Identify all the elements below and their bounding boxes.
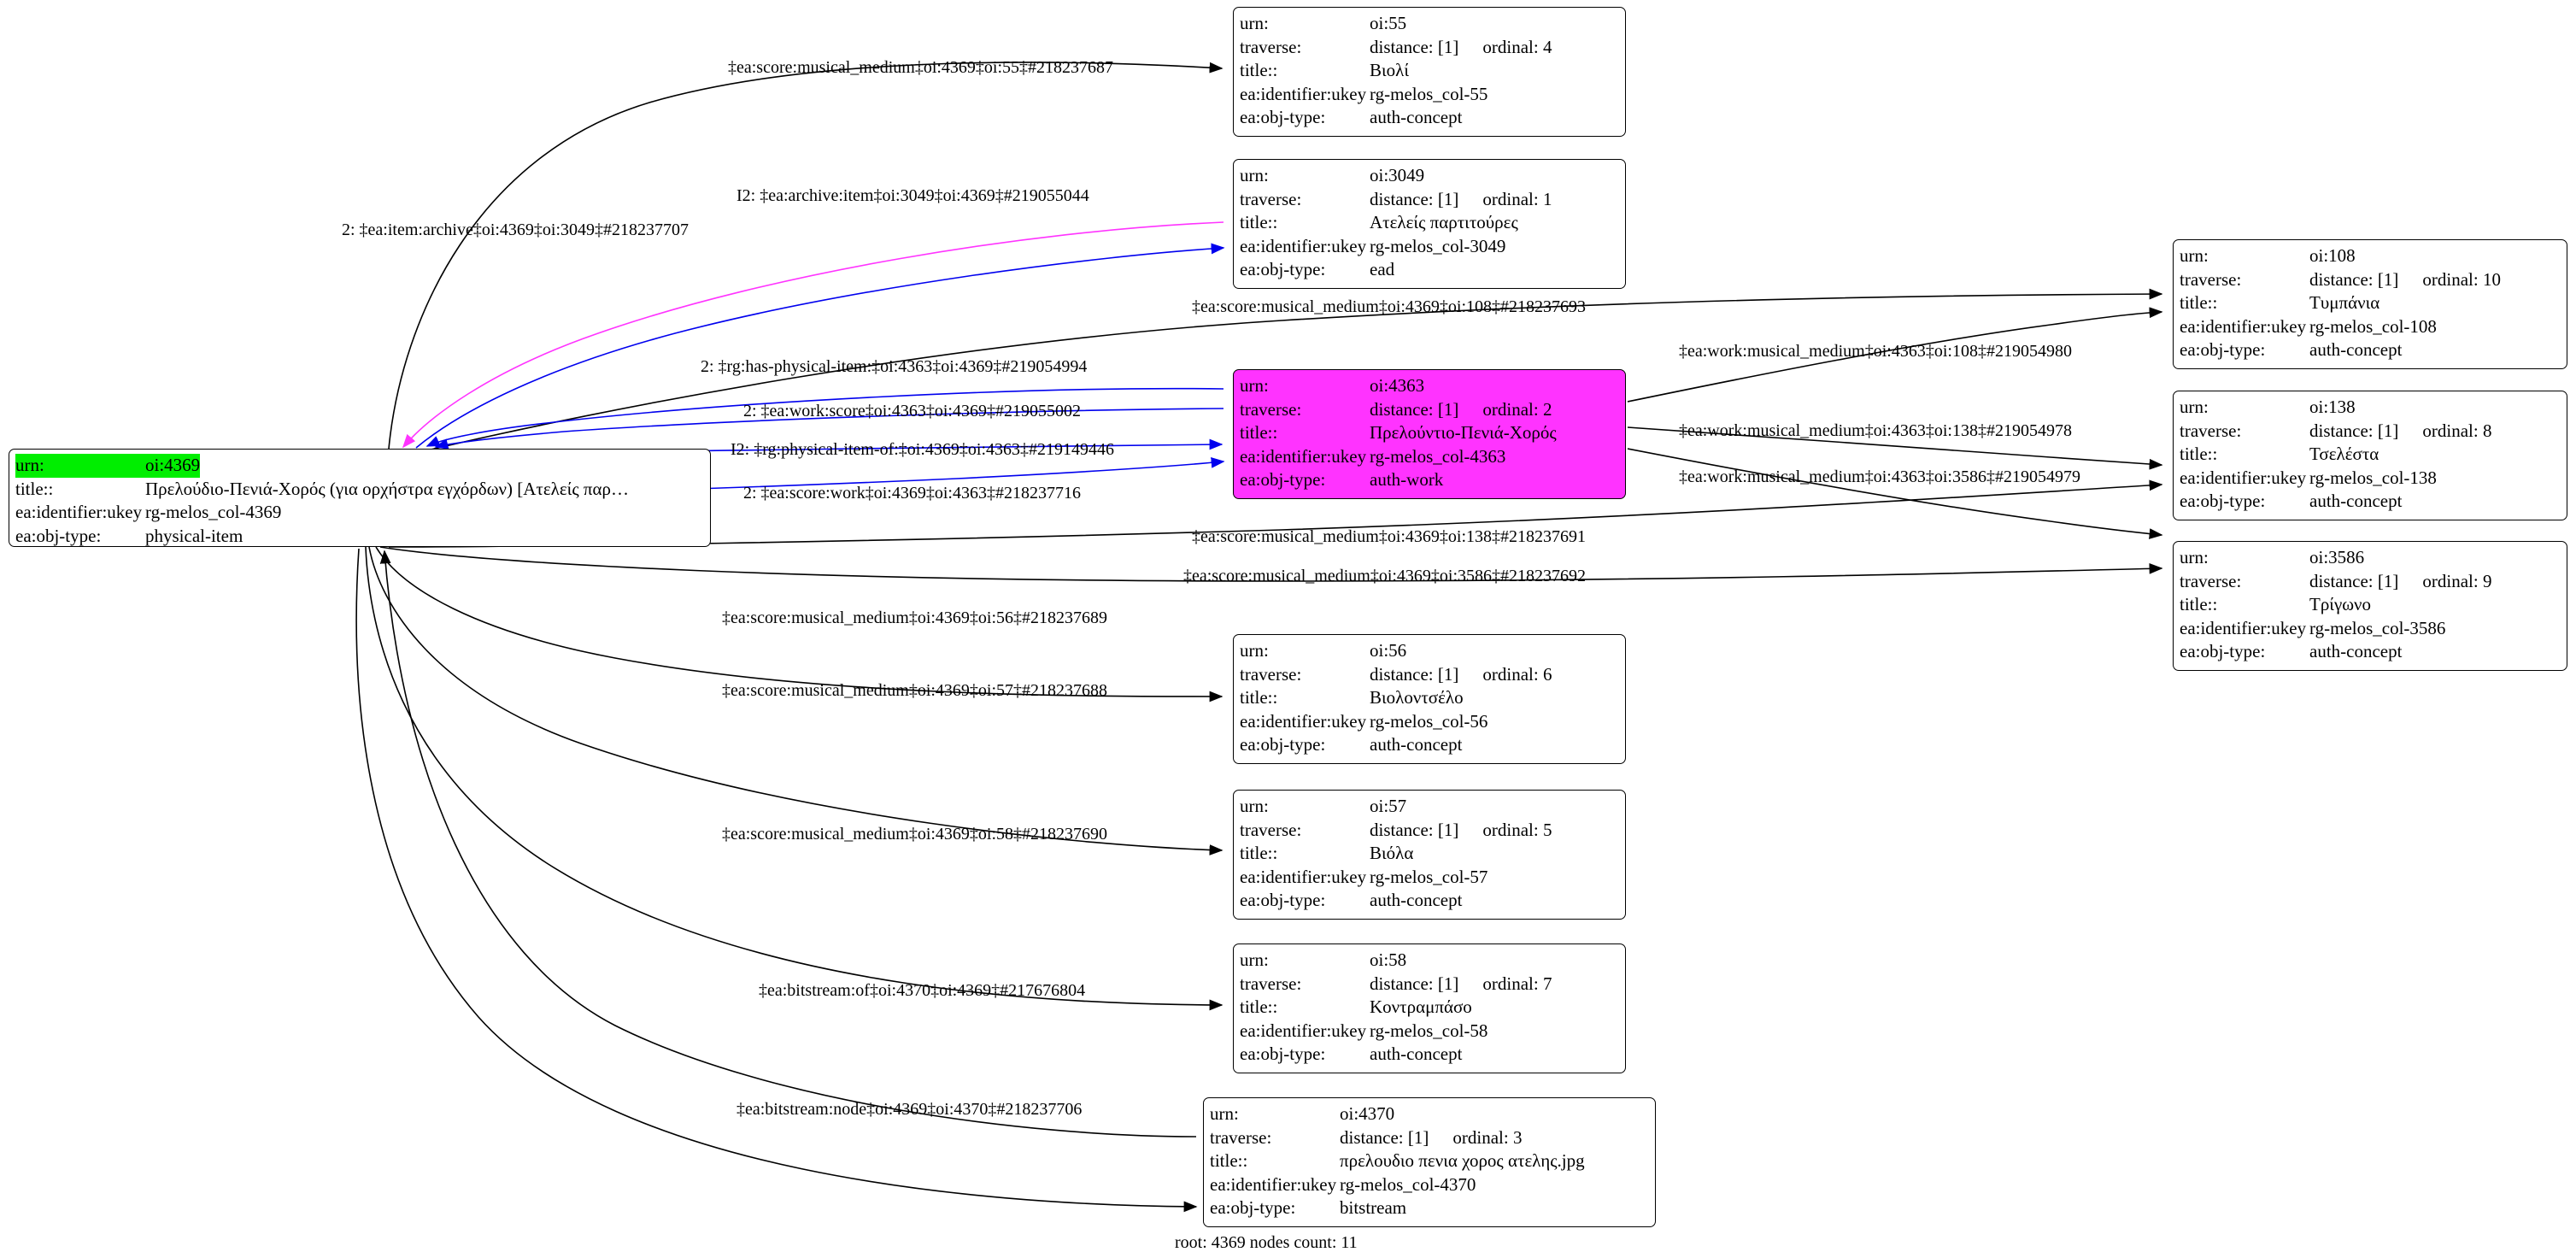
edge-label-ew138: ‡ea:work:musical_medium‡oi:4363‡oi:138‡#219054978	[1679, 421, 2072, 440]
node-field-value: oi:4370	[1340, 1103, 1395, 1124]
node-field-key: ea:identifier:ukey	[1240, 710, 1367, 732]
node-field-value: auth-concept	[1370, 890, 1463, 910]
node-row	[1210, 1149, 1649, 1173]
node-field-key: ea:identifier:ukey	[2180, 467, 2307, 488]
node-field-value: distance: [1]	[1370, 36, 1459, 57]
node-row	[2180, 291, 2561, 315]
node-field-value: distance: [1]	[2309, 420, 2399, 441]
node-field-value: rg-melos_col-138	[2309, 467, 2437, 488]
node-field-value: auth-work	[1370, 469, 1444, 490]
node-field-value: oi:4369	[145, 454, 200, 478]
node-field-value: oi:57	[1370, 796, 1407, 816]
node-field-value-secondary: ordinal: 2	[1482, 398, 1552, 420]
node-field-key: ea:identifier:ukey	[2180, 617, 2307, 638]
edge-label-eb4370b: ‡ea:bitstream:node‡oi:4369‡oi:4370‡#218237706	[736, 1100, 1083, 1119]
node-field-value: Πρελούδιο-Πενιά-Χορός (για ορχήστρα εγχόρδων) [Ατελείς παρ…	[145, 478, 629, 499]
graph-node-n138[interactable]	[2173, 391, 2567, 520]
node-field-value: rg-melos_col-3049	[1370, 235, 1506, 256]
edge-4363-3586	[1628, 449, 2162, 535]
graph-node-n3586[interactable]	[2173, 541, 2567, 671]
graph-node-n4370[interactable]	[1203, 1097, 1656, 1227]
edge-label-es138: ‡ea:score:musical_medium‡oi:4369‡oi:138‡#218237691	[1192, 527, 1587, 546]
node-row	[1210, 1173, 1649, 1197]
node-field-value: distance: [1]	[1370, 188, 1459, 209]
node-field-key: ea:identifier:ukey	[2180, 315, 2307, 337]
edge-label-eb4370a: ‡ea:bitstream:of‡oi:4370‡oi:4369‡#217676804	[759, 981, 1086, 1000]
node-row	[2180, 396, 2561, 420]
node-field-key: title::	[1240, 687, 1278, 708]
node-field-key: urn:	[2180, 397, 2209, 417]
node-field-key: title::	[15, 478, 54, 499]
node-field-value: Ατελείς παρτιτούρες	[1370, 212, 1518, 232]
node-row	[15, 478, 704, 502]
graph-node-n3049[interactable]	[1233, 159, 1626, 289]
node-field-value: oi:58	[1370, 949, 1407, 970]
node-field-key: ea:obj-type:	[2180, 339, 2266, 360]
node-row	[1240, 164, 1619, 188]
node-field-key: title::	[1240, 996, 1278, 1017]
node-row	[1240, 468, 1619, 492]
node-field-key: title::	[1240, 843, 1278, 863]
node-field-key: urn:	[1210, 1103, 1239, 1124]
node-field-value: oi:138	[2309, 397, 2356, 417]
node-field-key: traverse:	[1240, 36, 1302, 57]
node-row	[1240, 710, 1619, 734]
node-row	[1240, 1043, 1619, 1067]
edge-label-e3049a: I2: ‡ea:archive:item‡oi:3049‡oi:4369‡#219055044	[736, 186, 1089, 205]
node-field-key: traverse:	[2180, 268, 2242, 290]
graph-node-n4363[interactable]	[1233, 369, 1626, 499]
node-field-value: rg-melos_col-4369	[145, 502, 282, 522]
node-field-key: urn:	[1240, 949, 1269, 970]
node-field-value: oi:3049	[1370, 165, 1425, 185]
node-field-value: distance: [1]	[1370, 663, 1459, 685]
node-field-key: title::	[2180, 292, 2218, 313]
node-field-key: ea:obj-type:	[1240, 890, 1326, 910]
node-field-value: distance: [1]	[2309, 268, 2399, 290]
node-field-key: ea:identifier:ukey	[15, 502, 143, 522]
node-field-value-secondary: ordinal: 1	[1482, 188, 1552, 209]
graph-node-n57[interactable]	[1233, 790, 1626, 920]
node-field-key: traverse:	[2180, 420, 2242, 441]
node-field-key: traverse:	[1240, 973, 1302, 994]
node-field-value: Πρελούντιο-Πενιά-Χορός	[1370, 422, 1557, 443]
node-row	[2180, 640, 2561, 664]
node-field-value: distance: [1]	[1370, 398, 1459, 420]
node-field-value: rg-melos_col-55	[1370, 83, 1488, 104]
node-row	[1240, 889, 1619, 913]
node-field-key: title::	[2180, 594, 2218, 614]
node-field-value: Τρίγωνο	[2309, 594, 2372, 614]
node-row	[2180, 546, 2561, 570]
node-field-key: ea:obj-type:	[1240, 259, 1326, 279]
node-field-key: ea:identifier:ukey	[1240, 866, 1367, 887]
node-row	[15, 454, 704, 478]
node-field-value: rg-melos_col-56	[1370, 710, 1488, 732]
node-row	[1240, 59, 1619, 83]
edge-label-e4363a: 2: ‡rg:has-physical-item:‡oi:4363‡oi:4369‡#219054994	[701, 357, 1088, 376]
node-field-key: urn:	[1240, 640, 1269, 661]
node-row	[1240, 258, 1619, 282]
graph-node-n56[interactable]	[1233, 634, 1626, 764]
graph-node-n58[interactable]	[1233, 944, 1626, 1073]
graph-node-n4369[interactable]	[9, 449, 711, 547]
node-field-value: auth-concept	[2309, 491, 2403, 511]
node-row	[1210, 1196, 1649, 1220]
node-field-key: urn:	[1240, 796, 1269, 816]
node-field-value: auth-concept	[2309, 339, 2403, 360]
graph-caption: root: 4369 nodes count: 11	[1175, 1233, 1358, 1252]
node-field-value: distance: [1]	[1340, 1126, 1429, 1148]
node-field-key: urn:	[1240, 13, 1269, 33]
edge-label-es56: ‡ea:score:musical_medium‡oi:4369‡oi:56‡#218237689	[722, 608, 1108, 627]
node-field-key: ea:obj-type:	[1240, 1043, 1326, 1064]
node-field-value: auth-concept	[2309, 641, 2403, 661]
node-field-key: title::	[1240, 60, 1278, 80]
node-field-value: rg-melos_col-3586	[2309, 617, 2446, 638]
edge-label-e3049b: 2: ‡ea:item:archive‡oi:4369‡oi:3049‡#218237707	[342, 220, 689, 239]
edge-label-es58: ‡ea:score:musical_medium‡oi:4369‡oi:58‡#218237690	[722, 825, 1108, 844]
node-field-value: ead	[1370, 259, 1395, 279]
node-row	[1240, 733, 1619, 757]
node-row	[1240, 188, 1619, 212]
node-field-value: oi:108	[2309, 245, 2356, 266]
node-field-key: urn:	[15, 454, 145, 478]
node-row	[2180, 443, 2561, 467]
node-row	[2180, 467, 2561, 491]
node-row	[2180, 593, 2561, 617]
node-row	[1210, 1126, 1649, 1150]
edge-label-ew3586: ‡ea:work:musical_medium‡oi:4363‡oi:3586‡#219054979	[1679, 467, 2080, 486]
node-field-value: distance: [1]	[1370, 819, 1459, 840]
edge-label-es57: ‡ea:score:musical_medium‡oi:4369‡oi:57‡#218237688	[722, 681, 1108, 700]
node-field-value: rg-melos_col-4370	[1340, 1173, 1476, 1195]
node-field-key: title::	[1240, 212, 1278, 232]
node-field-key: urn:	[2180, 245, 2209, 266]
node-row	[1240, 866, 1619, 890]
node-field-key: traverse:	[1240, 663, 1302, 685]
node-field-key: title::	[1210, 1150, 1248, 1171]
node-field-key: urn:	[2180, 547, 2209, 567]
node-row	[2180, 420, 2561, 444]
node-field-key: traverse:	[1240, 819, 1302, 840]
node-field-key: traverse:	[2180, 570, 2242, 591]
node-field-key: ea:identifier:ukey	[1240, 235, 1367, 256]
node-field-value: Τυμπάνια	[2309, 292, 2380, 313]
node-field-key: ea:obj-type:	[1240, 107, 1326, 127]
node-field-value: Κοντραμπάσο	[1370, 996, 1472, 1017]
node-field-value: physical-item	[145, 525, 244, 546]
node-field-value-secondary: ordinal: 4	[1482, 36, 1552, 57]
node-row	[1240, 421, 1619, 445]
edge-label-e55: ‡ea:score:musical_medium‡oi:4369‡oi:55‡#218237687	[728, 58, 1114, 77]
node-row	[1240, 795, 1619, 819]
node-field-value: auth-concept	[1370, 734, 1463, 755]
node-field-key: ea:identifier:ukey	[1240, 83, 1367, 104]
node-row	[1240, 211, 1619, 235]
node-row	[2180, 570, 2561, 594]
graph-node-n108[interactable]	[2173, 239, 2567, 369]
node-field-value: auth-concept	[1370, 1043, 1463, 1064]
node-row	[15, 501, 704, 525]
node-field-value: bitstream	[1340, 1197, 1407, 1218]
node-field-key: traverse:	[1240, 398, 1302, 420]
node-field-value: rg-melos_col-58	[1370, 1020, 1488, 1041]
node-field-value: oi:55	[1370, 13, 1407, 33]
node-row	[1240, 842, 1619, 866]
node-field-value-secondary: ordinal: 7	[1482, 973, 1552, 994]
node-row	[1240, 445, 1619, 469]
node-field-key: ea:obj-type:	[1240, 469, 1326, 490]
node-field-value-secondary: ordinal: 9	[2422, 570, 2492, 591]
node-field-value: Βιόλα	[1370, 843, 1414, 863]
node-field-key: ea:obj-type:	[15, 525, 102, 546]
node-field-key: title::	[2180, 444, 2218, 464]
graph-node-n55[interactable]	[1233, 7, 1626, 137]
edge-label-es3586: ‡ea:score:musical_medium‡oi:4369‡oi:3586‡#218237692	[1183, 567, 1587, 585]
node-field-value: distance: [1]	[1370, 973, 1459, 994]
node-field-value: Βιολοντσέλο	[1370, 687, 1464, 708]
node-field-value-secondary: ordinal: 5	[1482, 819, 1552, 840]
node-row	[2180, 244, 2561, 268]
node-field-value: distance: [1]	[2309, 570, 2399, 591]
node-field-key: ea:obj-type:	[2180, 491, 2266, 511]
node-row	[1240, 949, 1619, 973]
node-field-value: rg-melos_col-57	[1370, 866, 1488, 887]
node-field-key: ea:identifier:ukey	[1240, 1020, 1367, 1041]
node-field-value-secondary: ordinal: 6	[1482, 663, 1552, 685]
node-row	[1240, 1020, 1619, 1043]
node-row	[1240, 83, 1619, 107]
node-field-key: ea:obj-type:	[2180, 641, 2266, 661]
node-field-value: oi:3586	[2309, 547, 2365, 567]
node-field-value: rg-melos_col-4363	[1370, 445, 1506, 467]
edge-label-e4363c: I2: ‡rg:physical-item-of:‡oi:4369‡oi:4363‡#219149446	[731, 440, 1115, 459]
node-row	[1240, 235, 1619, 259]
edge-label-e108: ‡ea:score:musical_medium‡oi:4369‡oi:108‡#218237693	[1192, 297, 1587, 316]
node-field-value-secondary: ordinal: 10	[2422, 268, 2501, 290]
edge-label-e4363d: 2: ‡ea:score:work‡oi:4369‡oi:4363‡#218237716	[743, 484, 1081, 503]
node-row	[1240, 374, 1619, 398]
node-field-key: title::	[1240, 422, 1278, 443]
edge-label-ew108: ‡ea:work:musical_medium‡oi:4363‡oi:108‡#219054980	[1679, 342, 2072, 361]
node-field-value: Τσελέστα	[2309, 444, 2379, 464]
node-field-key: ea:obj-type:	[1240, 734, 1326, 755]
node-row	[1240, 398, 1619, 422]
node-field-value: oi:4363	[1370, 375, 1425, 396]
node-row	[1240, 819, 1619, 843]
node-field-value: rg-melos_col-108	[2309, 315, 2437, 337]
node-field-value-secondary: ordinal: 8	[2422, 420, 2492, 441]
node-row	[2180, 315, 2561, 339]
node-row	[2180, 490, 2561, 514]
node-field-value: Βιολί	[1370, 60, 1409, 80]
node-row	[1240, 663, 1619, 687]
node-field-key: traverse:	[1240, 188, 1302, 209]
node-row	[1240, 106, 1619, 130]
node-field-key: ea:identifier:ukey	[1240, 445, 1367, 467]
node-row	[1240, 12, 1619, 36]
node-row	[1240, 639, 1619, 663]
node-row	[1240, 686, 1619, 710]
node-field-key: ea:identifier:ukey	[1210, 1173, 1337, 1195]
node-row	[2180, 268, 2561, 292]
node-row	[1240, 36, 1619, 60]
node-field-value: oi:56	[1370, 640, 1407, 661]
node-field-key: urn:	[1240, 375, 1269, 396]
node-row	[2180, 617, 2561, 641]
node-field-key: urn:	[1240, 165, 1269, 185]
node-row	[15, 525, 704, 549]
node-field-key: traverse:	[1210, 1126, 1272, 1148]
node-field-value-secondary: ordinal: 3	[1452, 1126, 1523, 1148]
node-row	[1240, 996, 1619, 1020]
edge-4369-55	[389, 62, 1222, 449]
node-field-value: auth-concept	[1370, 107, 1463, 127]
node-field-value: πρελουδιο πενια χορος ατελης.jpg	[1340, 1150, 1585, 1171]
node-row	[2180, 338, 2561, 362]
node-row	[1210, 1102, 1649, 1126]
node-field-key: ea:obj-type:	[1210, 1197, 1296, 1218]
edge-label-e4363b: 2: ‡ea:work:score‡oi:4363‡oi:4369‡#219055002	[743, 402, 1081, 420]
node-row	[1240, 973, 1619, 996]
